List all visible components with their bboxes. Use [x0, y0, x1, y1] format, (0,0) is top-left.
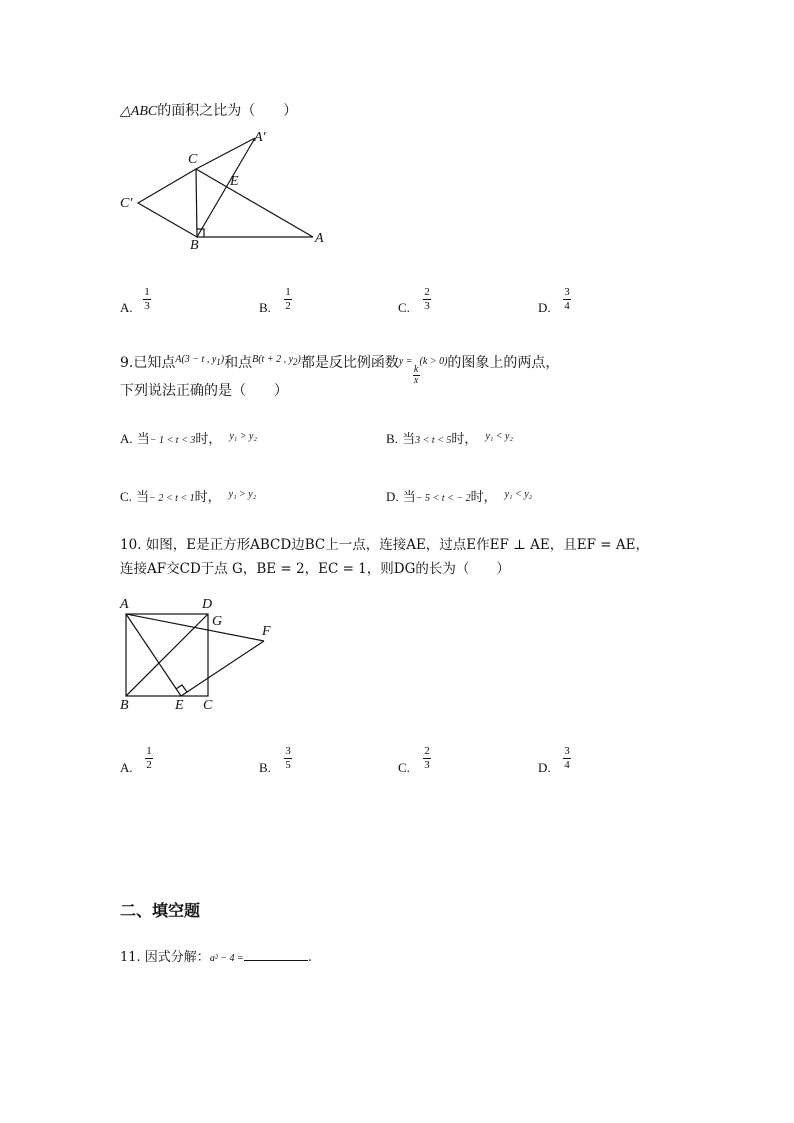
q10-label-c: C [203, 698, 213, 713]
q10-label-e: E [175, 698, 184, 713]
q8-triangle-cbc [138, 169, 197, 237]
q8-stem-tail: 的面积之比为（ ） [157, 103, 298, 119]
q8-label-a: A [315, 231, 324, 246]
q10-stem-line2: 连接AF交CD于点 G，BE = 2，EC = 1，则DG的长为（ ） [120, 561, 510, 577]
q11-stem: 11. 因式分解：a² − 4 = . [120, 950, 312, 965]
q10-segment-ae [126, 614, 181, 696]
q8-segment-c-a [196, 169, 313, 237]
q8-label-c-prime: C′ [120, 196, 133, 211]
q8-option-c-fraction: 2 3 [424, 286, 430, 312]
section-title: 二、填空题 [120, 901, 201, 920]
q8-option-c-label: C. [398, 300, 410, 315]
q8-label-c: C [188, 152, 198, 167]
q8-option-b-fraction: 1 2 [285, 286, 291, 312]
q10-option-a-label: A. [120, 760, 133, 775]
q8-label-a-prime: A′ [254, 130, 266, 145]
q10-stem-line1: 10. 如图，E是正方形ABCD边BC上一点，连接AE，过点E作EF ⊥ AE，且EF = AE， [120, 537, 649, 553]
q8-triangle-name: △ABC [120, 104, 158, 119]
q10-option-c-fraction: 2 3 [424, 745, 430, 771]
q8-label-b: B [190, 238, 199, 253]
q10-diagonal-bd [126, 614, 208, 696]
q10-label-g: G [212, 614, 223, 629]
q10-option-b-label: B. [259, 760, 271, 775]
q10-label-f: F [262, 624, 271, 639]
q10-segment-ef [181, 641, 264, 696]
q9-option-c: C. 当− 2 < t < 1时， $^{y_1 > y_2}$ [120, 489, 257, 505]
q10-option-a-fraction: 1 2 [146, 745, 152, 771]
q10-label-a: A [120, 597, 129, 612]
q10-option-d-fraction: 3 4 [564, 745, 570, 771]
q10-option-b-fraction: 3 5 [285, 745, 291, 771]
q10-option-c-label: C. [398, 760, 410, 775]
q9-option-a: A. 当− 1 < t < 3时， $^{y_1 > y_2}$ [120, 431, 257, 447]
q8-label-e: E [230, 174, 239, 189]
q9-option-b: B. 当3 < t < 5时， $^{y_1 < y_2}$ [386, 431, 513, 447]
q10-option-d-label: D. [538, 760, 551, 775]
q8-option-d-fraction: 3 4 [564, 286, 570, 312]
q8-option-b-label: B. [259, 300, 271, 315]
q9-option-d: D. 当− 5 < t < − 2时， $^{y_1 < y_2}$ [386, 489, 533, 505]
q8-option-a-fraction: 1 3 [144, 286, 150, 312]
q8-option-a-label: A. [120, 300, 133, 315]
q8-option-d-label: D. [538, 300, 551, 315]
q9-stem-line1: 9.已知点$^{A(3 - t , y1)}$和点$^{B(t + 2 , y2)}$都是反比例函数$^{y =}$ $\frac{k}{x}$ $^{(k > 0)}$的图象上的两点， [120, 354, 560, 386]
q10-label-d: D [202, 597, 213, 612]
q11-answer-blank[interactable] [244, 948, 308, 961]
q9-stem-line2: 下列说法正确的是（ ） [120, 383, 288, 399]
q10-label-b: B [120, 698, 129, 713]
